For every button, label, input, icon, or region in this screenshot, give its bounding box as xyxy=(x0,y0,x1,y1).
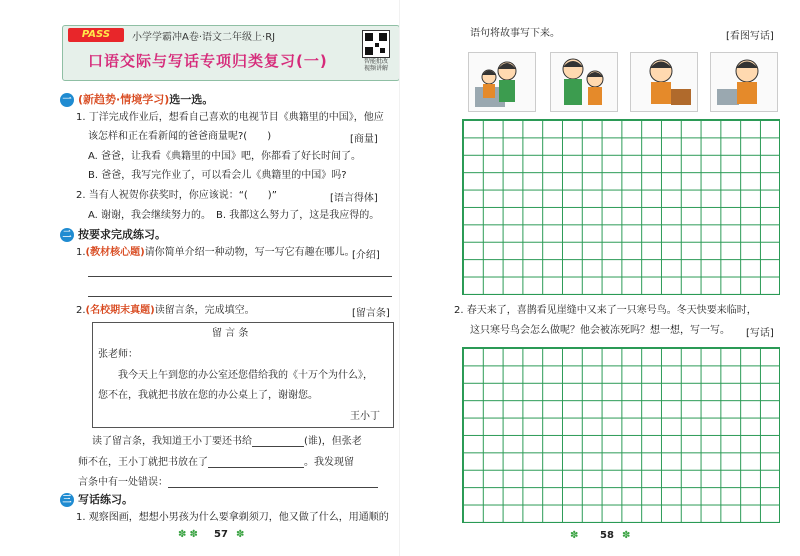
section-1-number: 一 xyxy=(60,93,74,107)
picture-1-illustration xyxy=(469,53,535,111)
s2-q1: 1.(教材核心题)请你简单介绍一种动物，写一写它有趣在哪儿。 xyxy=(76,247,355,258)
sprout-icon: ✽ xyxy=(622,530,631,541)
q1-option-a[interactable]: A. 爸爸，让我看《典籍里的中国》吧，你都看了好长时间了。 xyxy=(88,151,362,162)
answer-line[interactable] xyxy=(88,275,392,277)
fill-line1: 读了留言条，我知道王小丁要还书给 (谁)，但张老 xyxy=(92,436,362,447)
section-1-heading xyxy=(60,91,213,107)
fill-line2: 师不在，王小丁就把书放在了 。我发现留 xyxy=(78,457,354,468)
page-title: 口语交际与写话专项归类复习(一) xyxy=(88,52,328,70)
q2-line1: 2. 当有人祝贺你获奖时，你应该说：“( )” xyxy=(76,190,277,201)
q1-bracket: [商量] xyxy=(350,134,378,145)
s2-q1-bracket: [介绍] xyxy=(352,250,380,261)
brand-logo: PASS xyxy=(68,28,124,42)
writing-grid-2[interactable] xyxy=(462,347,780,523)
q2-line1: 2. 春天来了，喜鹊看见崖缝中又来了一只寒号鸟。冬天快要来临时， xyxy=(454,305,757,316)
note-body-line1: 我今天上午到您的办公室还您借给我的《十万个为什么》， xyxy=(118,370,373,381)
section-1-title: 选一选。 xyxy=(169,93,214,106)
picture-4-illustration xyxy=(711,53,777,111)
picture-3-illustration xyxy=(631,53,697,111)
sprout-icon: ✽ xyxy=(570,530,579,541)
blank-3[interactable] xyxy=(168,477,378,488)
picture-2-illustration xyxy=(551,53,617,111)
section-3-number: 三 xyxy=(60,493,74,507)
story-picture-2 xyxy=(550,52,618,112)
q1-line2: 该怎样和正在看新闻的爸爸商量呢?( ) xyxy=(88,131,272,142)
section-1-tag: (新趋势·情境学习) xyxy=(78,93,170,106)
section-3-title: 写话练习。 xyxy=(78,493,133,506)
note-signature: 王小丁 xyxy=(350,411,380,422)
q2-bracket: [语言得体] xyxy=(330,193,378,204)
section-2-heading xyxy=(60,226,166,242)
s3-q1-line1: 1. 观察图画，想想小男孩为什么要拿剃须刀，他又做了什么，用通顺的 xyxy=(76,512,389,523)
q1-continue: 语句将故事写下来。 xyxy=(470,28,560,39)
fill-line3: 言条中有一处错误： xyxy=(78,476,378,489)
page-number-right: 58 xyxy=(600,530,614,541)
sprout-icon: ✽ xyxy=(236,529,245,540)
right-page xyxy=(400,0,800,556)
blank-2[interactable] xyxy=(208,457,304,468)
s2-q2: 2.(名校期末真题)读留言条，完成填空。 xyxy=(76,305,255,316)
story-picture-1 xyxy=(468,52,536,112)
q2-line2: 这只寒号鸟会怎么做呢？他会被冻死吗？想一想，写一写。 xyxy=(470,325,730,336)
blank-1[interactable] xyxy=(252,436,304,447)
s2-q2-bracket: [留言条] xyxy=(352,308,390,319)
story-picture-4 xyxy=(710,52,778,112)
series-title: 小学学霸冲A卷·语文二年级上·RJ xyxy=(132,32,276,43)
note-body-line2: 您不在，我就把书放在您的办公桌上了，谢谢您。 xyxy=(98,390,318,401)
q2-options[interactable]: A. 谢谢，我会继续努力的。 B. 我都这么努力了，这是我应得的。 xyxy=(88,210,380,221)
sprout-icon: ✽ ✽ xyxy=(178,529,198,540)
writing-grid-1[interactable] xyxy=(462,119,780,295)
q2-bracket: [写话] xyxy=(746,328,774,339)
qr-code-icon[interactable] xyxy=(362,30,390,58)
s2-q1-text: 请你简单介绍一种动物，写一写它有趣在哪儿。 xyxy=(144,247,355,258)
section-2-number: 二 xyxy=(60,228,74,242)
section-2-title: 按要求完成练习。 xyxy=(78,228,166,241)
page-number-left: 57 xyxy=(214,529,228,540)
s2-q2-tag: (名校期末真题) xyxy=(85,305,155,316)
qr-caption: 智能批改 视频讲解 xyxy=(363,58,388,72)
s2-q2-text: 读留言条，完成填空。 xyxy=(154,305,255,316)
section-3-heading xyxy=(60,491,133,507)
s2-q1-tag: (教材核心题) xyxy=(85,247,145,258)
note-title: 留 言 条 xyxy=(212,328,249,339)
q1-line1: 1. 丁洋完成作业后，想看自己喜欢的电视节目《典籍里的中国》，他应 xyxy=(76,112,384,123)
answer-line[interactable] xyxy=(88,295,392,297)
note-greeting: 张老师： xyxy=(98,349,138,360)
q1-option-b[interactable]: B. 爸爸，我写完作业了，可以看会儿《典籍里的中国》吗? xyxy=(88,170,347,181)
q1-continue-bracket: [看图写话] xyxy=(726,31,774,42)
story-picture-3 xyxy=(630,52,698,112)
